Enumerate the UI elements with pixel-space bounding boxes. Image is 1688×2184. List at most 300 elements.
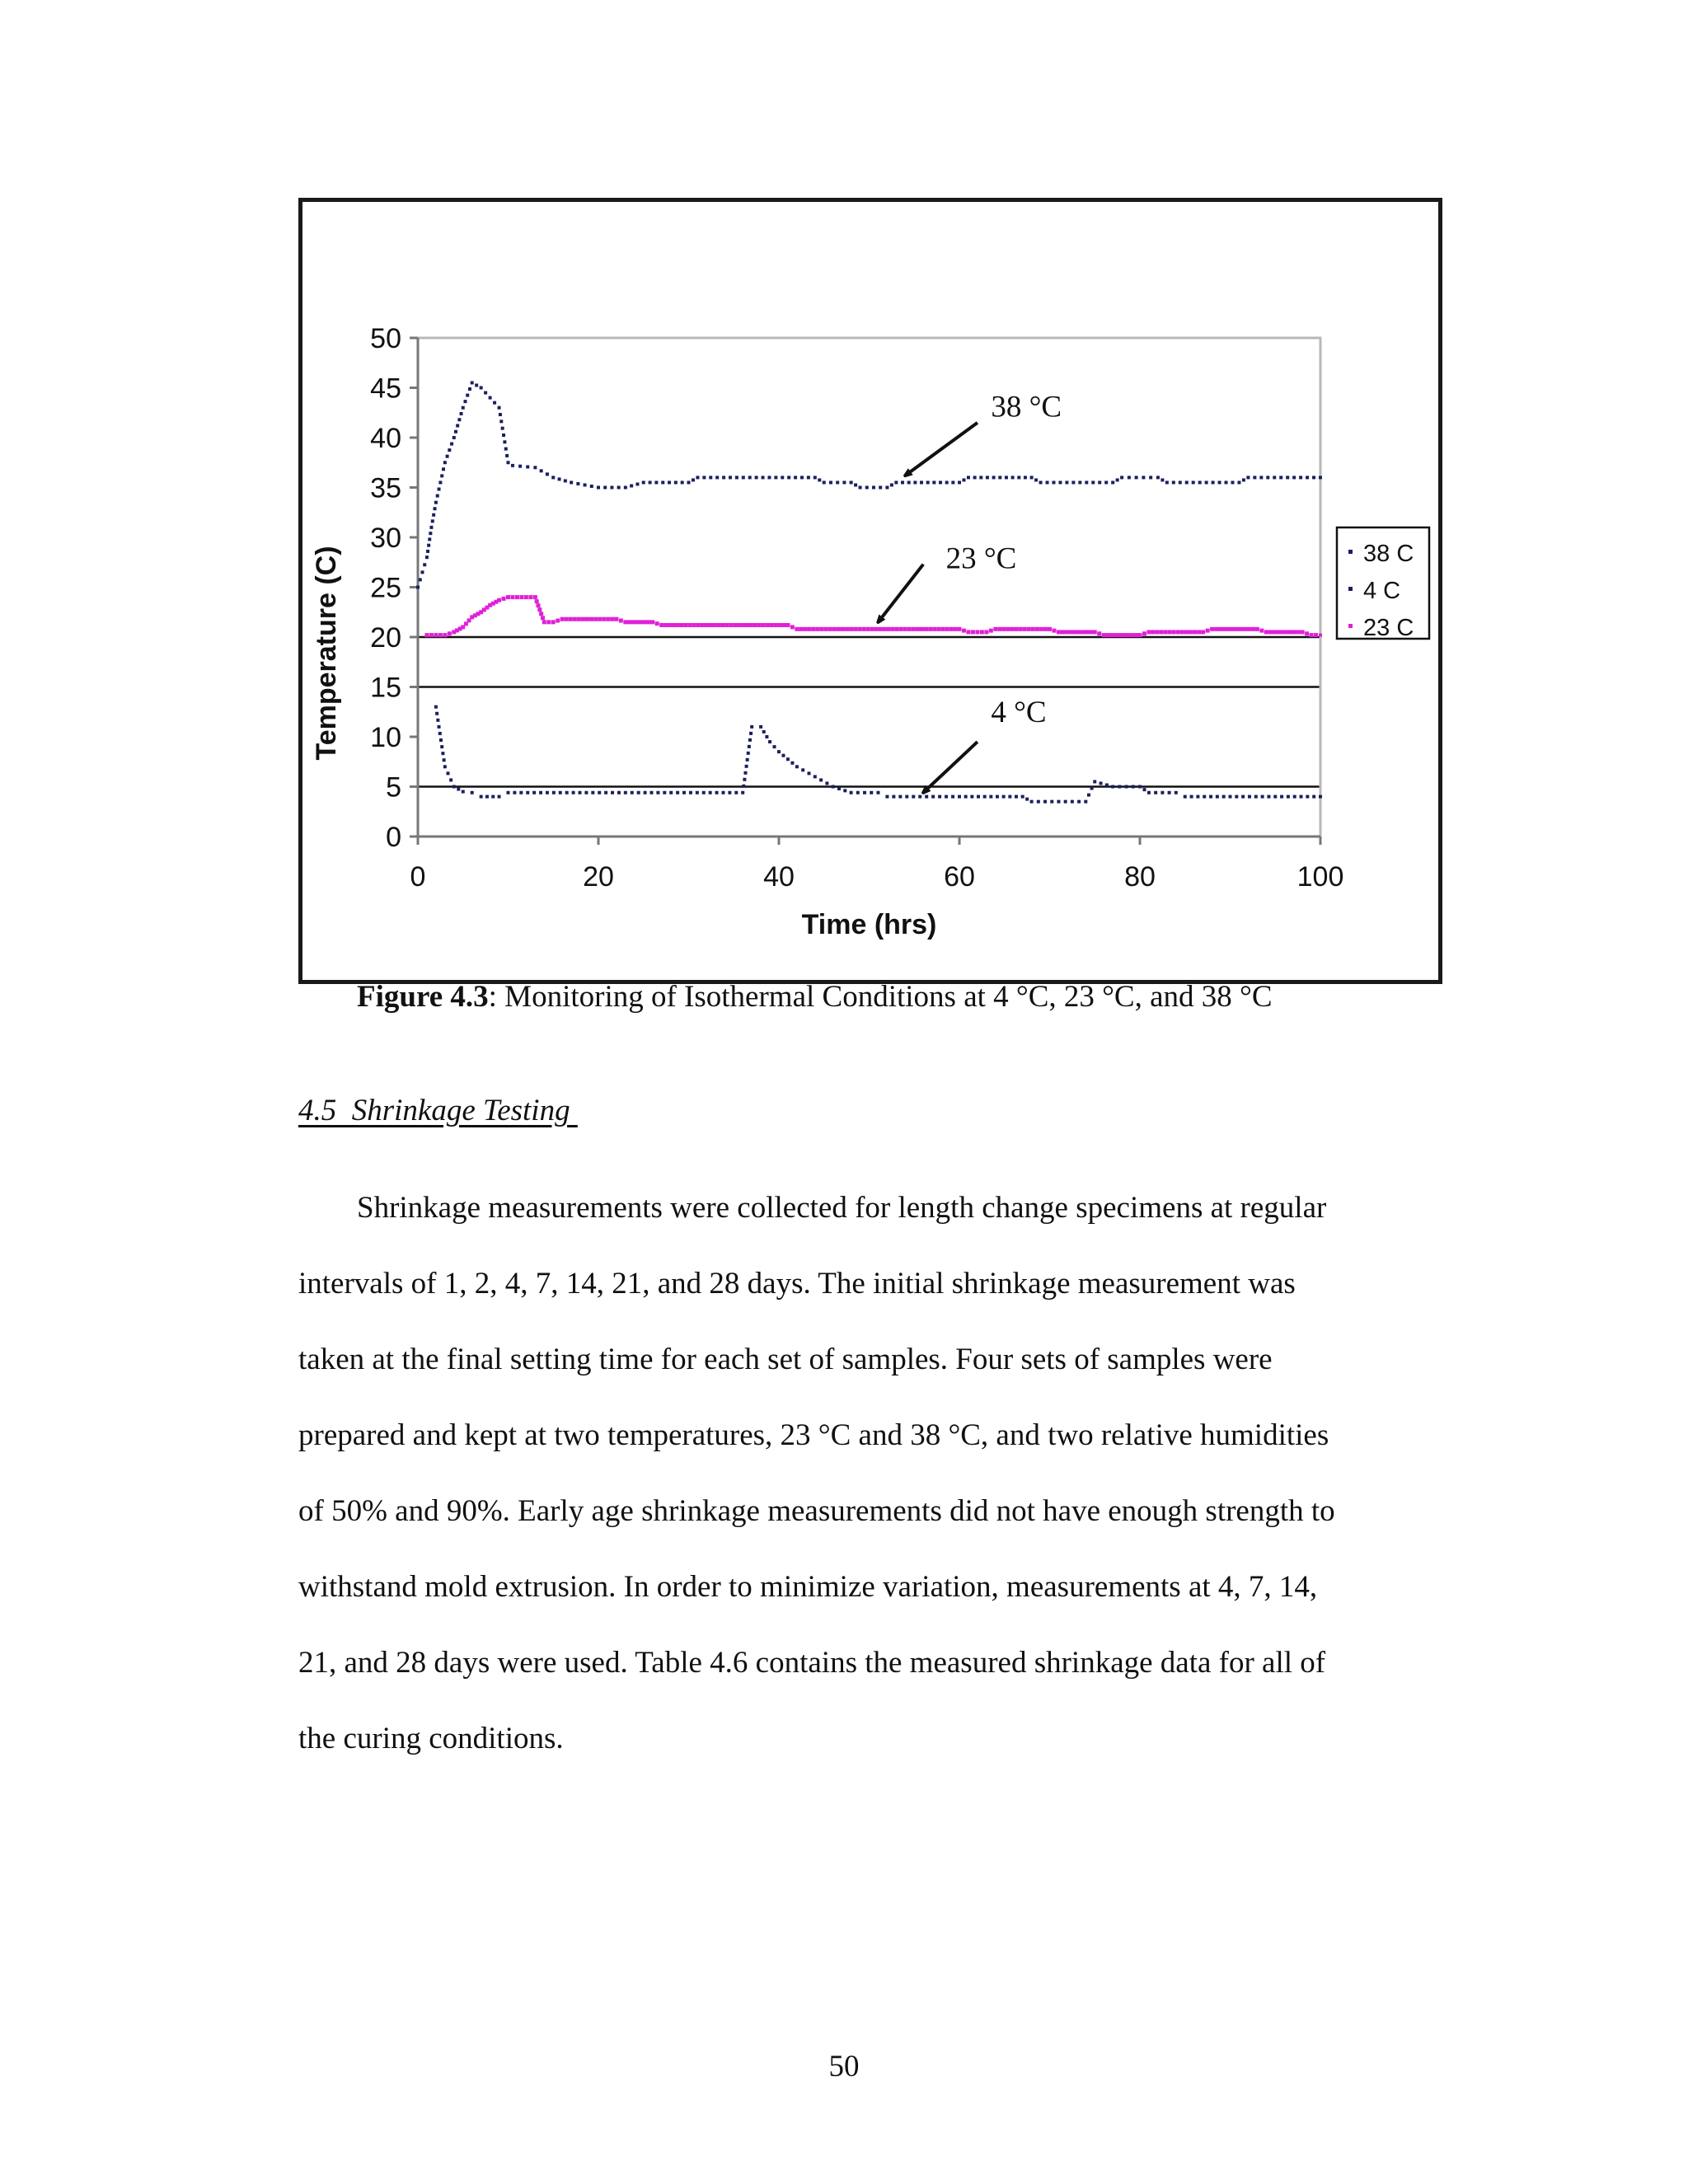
data-point	[787, 476, 790, 479]
data-point	[528, 595, 532, 599]
data-point	[466, 394, 469, 397]
data-point	[443, 461, 447, 464]
data-point	[1151, 630, 1156, 634]
data-point	[898, 795, 902, 799]
data-point	[1180, 630, 1184, 634]
data-point	[795, 765, 799, 768]
data-point	[1164, 630, 1168, 634]
data-point	[1222, 627, 1226, 631]
data-point	[515, 595, 519, 599]
data-point	[936, 627, 940, 631]
paragraph-line-3: taken at the final setting time for each set of samples. Four sets of samples were	[298, 1343, 1273, 1376]
data-point	[992, 476, 996, 479]
data-point	[425, 555, 429, 559]
legend-label: 4 C	[1363, 578, 1401, 604]
data-point	[958, 480, 961, 484]
y-tick-label: 35	[370, 472, 401, 504]
data-point	[1189, 630, 1193, 634]
data-point	[1118, 785, 1121, 789]
data-point	[452, 785, 456, 789]
paragraph-line-7: 21, and 28 days were used. Table 4.6 contains the measured shrinkage data for all of	[298, 1646, 1326, 1680]
data-point	[537, 607, 542, 612]
data-point	[443, 633, 447, 637]
data-point	[552, 791, 556, 794]
data-point	[1030, 476, 1034, 479]
data-point	[1235, 627, 1239, 631]
data-point	[749, 623, 753, 627]
data-point	[1106, 633, 1110, 637]
annotation-label: 38 °C	[991, 390, 1062, 424]
data-point	[480, 795, 483, 799]
data-point	[442, 467, 445, 471]
data-point	[438, 725, 441, 729]
data-point	[1111, 785, 1114, 789]
legend-label: 23 C	[1363, 615, 1414, 641]
data-point	[1006, 627, 1010, 631]
data-point	[1001, 627, 1006, 631]
data-point	[951, 480, 954, 484]
data-point	[790, 625, 795, 629]
legend-label: 38 C	[1363, 541, 1414, 567]
y-tick-label: 40	[370, 423, 401, 454]
data-point	[504, 448, 508, 451]
legend-marker	[1348, 624, 1353, 628]
data-point	[1196, 795, 1199, 799]
data-point	[1205, 480, 1208, 484]
data-point	[716, 623, 720, 627]
data-point	[1043, 800, 1047, 804]
figure-caption-text: : Monitoring of Isothermal Conditions at 4 °C, 23 °C, and 38 °C	[488, 980, 1273, 1014]
plot-area	[418, 338, 1320, 837]
data-point	[1176, 630, 1180, 634]
data-point	[998, 476, 1001, 479]
data-point	[524, 595, 528, 599]
data-point	[940, 627, 945, 631]
data-point	[642, 480, 645, 484]
data-point	[778, 623, 782, 627]
data-point	[1306, 476, 1309, 479]
data-point	[755, 476, 758, 479]
data-point	[1102, 633, 1106, 637]
data-point	[655, 621, 659, 626]
data-point	[1043, 627, 1048, 631]
data-point	[450, 443, 453, 446]
data-point	[1008, 795, 1011, 799]
data-point	[468, 387, 471, 391]
data-point	[901, 480, 904, 484]
data-point	[1243, 627, 1247, 631]
data-point	[1048, 627, 1052, 631]
data-point	[573, 617, 577, 621]
data-point	[853, 627, 857, 631]
data-point	[762, 623, 766, 627]
data-point	[857, 627, 861, 631]
data-point	[945, 627, 949, 631]
annotation-arrow	[905, 423, 978, 476]
data-point	[1058, 480, 1062, 484]
data-point	[623, 620, 627, 624]
data-point	[1128, 476, 1131, 479]
data-point	[925, 795, 928, 799]
data-point	[581, 617, 585, 621]
data-point	[598, 791, 601, 794]
data-point	[1284, 630, 1288, 634]
data-point	[497, 598, 501, 602]
data-point	[1287, 795, 1290, 799]
data-point	[951, 795, 954, 799]
data-point	[649, 791, 653, 794]
data-point	[1077, 800, 1081, 804]
data-point	[1273, 476, 1276, 479]
data-point	[560, 617, 565, 621]
data-point	[1098, 480, 1101, 484]
data-point	[438, 732, 442, 735]
data-point	[440, 474, 443, 477]
data-point	[1138, 633, 1142, 637]
data-point	[419, 578, 422, 581]
data-point	[1030, 800, 1034, 804]
data-point	[663, 623, 668, 627]
data-point	[733, 623, 737, 627]
data-point	[1017, 476, 1020, 479]
data-point	[724, 623, 729, 627]
temperature-chart	[302, 202, 1438, 980]
data-point	[443, 758, 446, 762]
data-point	[1210, 627, 1214, 631]
x-tick-label: 60	[944, 861, 975, 893]
data-point	[932, 627, 936, 631]
data-point	[519, 595, 523, 599]
data-point	[420, 570, 424, 574]
data-point	[611, 791, 614, 794]
data-point	[905, 795, 908, 799]
data-point	[757, 623, 762, 627]
data-point	[1314, 633, 1318, 637]
data-point	[785, 623, 790, 627]
data-point	[603, 486, 607, 490]
data-point	[842, 480, 846, 484]
data-point	[913, 480, 917, 484]
data-point	[1261, 795, 1264, 799]
data-point	[872, 486, 875, 490]
data-point	[1071, 480, 1075, 484]
data-point	[993, 627, 997, 631]
data-point	[878, 627, 882, 631]
data-point	[770, 623, 774, 627]
data-point	[681, 480, 684, 484]
data-point	[918, 795, 921, 799]
data-point	[650, 620, 654, 624]
data-point	[434, 705, 438, 709]
data-point	[1010, 627, 1015, 631]
data-point	[606, 617, 610, 621]
data-point	[661, 480, 664, 484]
data-point	[850, 791, 853, 794]
data-point	[1218, 480, 1221, 484]
data-point	[701, 623, 705, 627]
data-point	[1279, 476, 1282, 479]
data-point	[454, 430, 457, 434]
data-point	[786, 757, 790, 761]
data-point	[438, 480, 442, 484]
data-point	[895, 627, 899, 631]
data-point	[526, 791, 529, 794]
x-tick-label: 80	[1124, 861, 1156, 893]
data-point	[970, 795, 973, 799]
data-point	[1109, 633, 1114, 637]
data-point	[533, 595, 537, 599]
data-point	[824, 627, 828, 631]
data-point	[1160, 630, 1164, 634]
data-point	[920, 627, 924, 631]
data-point	[1031, 627, 1035, 631]
data-point	[928, 627, 932, 631]
data-point	[790, 762, 794, 765]
data-point	[428, 537, 431, 541]
data-point	[1064, 800, 1067, 804]
data-point	[907, 627, 912, 631]
data-point	[617, 791, 621, 794]
data-point	[1126, 633, 1130, 637]
data-point	[1201, 630, 1205, 634]
y-tick-label: 45	[370, 373, 401, 405]
data-point	[489, 396, 492, 400]
data-point	[1116, 478, 1119, 481]
data-point	[715, 791, 719, 794]
data-point	[507, 791, 510, 794]
data-point	[816, 627, 820, 631]
data-point	[745, 623, 749, 627]
data-point	[729, 476, 732, 479]
data-point	[429, 526, 433, 529]
data-point	[687, 480, 691, 484]
data-point	[1057, 800, 1060, 804]
data-point	[849, 627, 853, 631]
data-point	[836, 480, 839, 484]
data-point	[1002, 795, 1006, 799]
data-point	[688, 623, 692, 627]
data-point	[598, 617, 602, 621]
data-point	[668, 480, 671, 484]
data-point	[1132, 785, 1135, 789]
data-point	[865, 486, 869, 490]
data-point	[1035, 627, 1039, 631]
data-point	[799, 627, 803, 631]
data-point	[617, 486, 621, 490]
data-point	[845, 627, 849, 631]
annotation-arrow	[923, 742, 978, 793]
legend-marker	[1348, 550, 1353, 554]
data-point	[734, 791, 738, 794]
data-point	[1264, 630, 1268, 634]
data-point	[1231, 480, 1234, 484]
data-point	[1300, 795, 1303, 799]
data-point	[676, 623, 680, 627]
data-point	[631, 620, 635, 624]
data-point	[979, 476, 982, 479]
data-point	[765, 735, 768, 738]
data-point	[986, 476, 989, 479]
data-point	[426, 550, 429, 553]
data-point	[742, 476, 745, 479]
data-point	[1292, 476, 1296, 479]
reference-lines	[418, 637, 1320, 787]
data-point	[1306, 795, 1309, 799]
data-point	[1212, 480, 1215, 484]
data-point	[814, 476, 817, 479]
data-point	[750, 725, 753, 729]
x-tick-label: 20	[583, 861, 614, 893]
data-point	[501, 427, 504, 430]
data-point	[1231, 627, 1235, 631]
data-point	[533, 466, 537, 469]
data-point	[1052, 480, 1055, 484]
data-point	[814, 775, 817, 778]
data-point	[637, 791, 640, 794]
data-point	[989, 629, 993, 633]
annotation-arrow	[878, 565, 923, 622]
data-point	[958, 795, 961, 799]
data-point	[491, 795, 495, 799]
data-point	[1254, 795, 1258, 799]
data-point	[1310, 633, 1314, 637]
data-point	[656, 791, 659, 794]
data-point	[715, 476, 719, 479]
data-point	[1160, 478, 1164, 481]
data-point	[854, 483, 857, 486]
data-point	[1259, 476, 1263, 479]
data-point	[577, 617, 581, 621]
data-point	[1241, 795, 1245, 799]
data-point	[753, 623, 757, 627]
data-point	[709, 476, 712, 479]
data-point	[696, 791, 699, 794]
y-tick-label: 5	[386, 771, 401, 804]
data-point	[837, 787, 841, 790]
data-point	[1037, 800, 1040, 804]
data-point	[446, 455, 449, 458]
data-point	[1172, 480, 1175, 484]
data-point	[958, 627, 962, 631]
data-point	[635, 482, 639, 485]
data-point	[1184, 795, 1187, 799]
y-tick-label: 30	[370, 523, 401, 554]
data-point	[696, 623, 701, 627]
data-point	[996, 795, 999, 799]
data-point	[989, 795, 992, 799]
data-point	[624, 791, 627, 794]
data-point	[434, 507, 437, 510]
data-point	[1280, 795, 1283, 799]
data-point	[682, 791, 686, 794]
data-point	[416, 586, 420, 589]
data-point	[808, 771, 811, 775]
data-point	[1091, 480, 1095, 484]
data-point	[435, 712, 438, 715]
data-point	[1146, 630, 1151, 634]
data-point	[745, 765, 748, 768]
data-point	[971, 630, 975, 634]
data-point	[427, 544, 430, 547]
series-group	[416, 381, 1322, 803]
data-point	[540, 469, 543, 472]
data-point	[1147, 791, 1151, 794]
data-point	[1259, 629, 1264, 633]
data-point	[1027, 627, 1031, 631]
data-point	[741, 623, 745, 627]
data-point	[505, 454, 509, 457]
paragraph-line-4: prepared and kept at two temperatures, 23 °C and 38 °C, and two relative humidities	[298, 1418, 1329, 1452]
data-point	[546, 472, 549, 476]
data-point	[1255, 627, 1259, 631]
data-point	[471, 791, 474, 794]
data-point	[510, 595, 514, 599]
data-point	[1154, 791, 1157, 794]
data-point	[962, 629, 966, 633]
data-point	[1267, 795, 1270, 799]
data-point	[1266, 476, 1269, 479]
data-point	[1237, 480, 1240, 484]
data-point	[1226, 627, 1231, 631]
data-point	[431, 519, 434, 523]
data-point	[708, 623, 712, 627]
data-point	[762, 476, 765, 479]
data-point	[728, 791, 731, 794]
data-point	[1125, 785, 1128, 789]
data-point	[966, 630, 970, 634]
data-point	[542, 620, 546, 624]
data-point	[639, 620, 643, 624]
data-point	[1288, 630, 1292, 634]
data-point	[692, 478, 695, 481]
data-point	[1184, 630, 1189, 634]
data-point	[781, 754, 785, 757]
data-point	[559, 791, 562, 794]
data-point	[475, 383, 478, 387]
data-point	[684, 623, 688, 627]
data-point	[565, 791, 569, 794]
data-point	[1122, 633, 1126, 637]
data-point	[471, 381, 474, 384]
data-point	[457, 788, 460, 791]
data-point	[819, 778, 823, 781]
data-point	[539, 791, 542, 794]
data-point	[1134, 633, 1138, 637]
data-point	[1046, 480, 1049, 484]
data-point	[1130, 633, 1134, 637]
data-point	[977, 795, 980, 799]
paragraph-line-1: Shrinkage measurements were collected for length change specimens at regular	[357, 1191, 1327, 1225]
data-point	[532, 791, 536, 794]
x-axis-title: Time (hrs)	[801, 909, 937, 940]
data-point	[1105, 783, 1109, 786]
data-point	[735, 476, 738, 479]
data-point	[829, 480, 832, 484]
data-point	[1104, 480, 1108, 484]
data-point	[443, 765, 447, 768]
y-tick-label: 0	[386, 822, 401, 853]
x-tick-label: 100	[1296, 861, 1344, 893]
data-point	[874, 627, 878, 631]
data-point	[892, 795, 895, 799]
data-point	[945, 480, 949, 484]
data-point	[1039, 480, 1043, 484]
data-point	[1197, 630, 1201, 634]
data-point	[938, 795, 941, 799]
data-point	[823, 480, 826, 484]
data-point	[624, 486, 627, 490]
data-point	[1160, 791, 1164, 794]
